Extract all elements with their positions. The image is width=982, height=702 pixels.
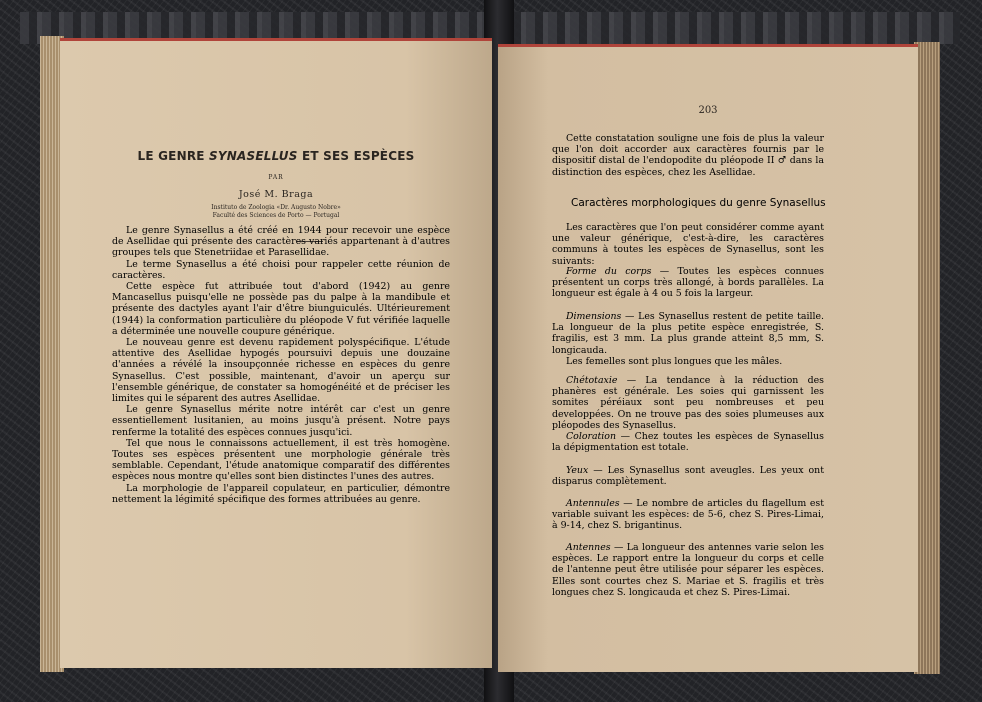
- trait-dimensions: [552, 311, 824, 367]
- paragraph: Cette espèce fut attribuée tout d'abord (1942) au genre Mancasellus puisqu'elle ne possède pas du palpe à la mandibule et présente des dactyles ayant l'air d'être biunguiculés. Ultérieurement (1944) la conformation particulière du pléopode V fut vérifiée laquelle a déterminée une nouvelle coupure générique.: [112, 281, 450, 337]
- trait-term: Forme du corps: [566, 266, 652, 277]
- paragraph: Le nouveau genre est devenu rapidement polyspécifique. L'étude attentive des Asellidae hypogés poursuivi depuis une douzaine d'années a révélé la insoupçonnée richesse en espèces du genre Synasellus. C'est possible, maintenant, d'avoir un aperçu sur l'ensemble générique, de constater sa homogénéité et de préciser les limites qui le séparent des autres Asellidae.: [112, 337, 450, 405]
- trait-chetotaxie: [552, 375, 824, 431]
- trait-yeux: [552, 465, 824, 487]
- page-number: 203: [698, 105, 718, 116]
- author-name: José M. Braga: [238, 189, 314, 200]
- by-line: PAR: [268, 174, 284, 181]
- trait-text: — Les Synasellus sont aveugles. Les yeux ont disparus complètement.: [552, 465, 824, 488]
- trait-coloration: [552, 431, 824, 453]
- trait-antennules: [552, 498, 824, 532]
- article-title: LE GENRE SYNASELLUS ET SES ESPÈCES: [137, 149, 415, 163]
- section-heading: Caractères morphologiques du genre Synasellus: [571, 197, 826, 209]
- trait-term: Antennules: [566, 498, 620, 509]
- trait-text: — Toutes les espèces connues présentent un corps très allongé, à bords parallèles. La longueur est égale à 4 ou 5 fois la largeur.: [552, 266, 824, 300]
- paragraph: Le terme Synasellus a été choisi pour rappeler cette réunion de caractères.: [112, 258, 450, 281]
- trait-term: Chétotaxie: [566, 375, 618, 386]
- trait-term: Antennes: [566, 542, 611, 553]
- paragraph: Le genre Synasellus a été créé en 1944 pour recevoir une espèce de Asellidae qui présente des caractères variés appartenant à d'autres groupes tels que Stenetriidae et Parasellidae.: [112, 225, 450, 259]
- left-body-text: [112, 225, 450, 505]
- intro-paragraph: Cette constatation souligne une fois de plus la valeur que l'on doit accorder aux caractères fournis par le dispositif distal de l'endopodite du pléopode II ♂ dans la distinction des espèces, chez les Asellidae.: [552, 133, 824, 178]
- trait-term: Yeux: [566, 465, 589, 476]
- trait-text: — La longueur des antennes varie selon les espèces. Le rapport entre la longueur du corps et celle de l'antenne peut être utilisée pour séparer les espèces. Elles sont courtes chez S. Mariae et S. fragilis et très longues chez S. longicauda et chez S. Pires-Limai.: [552, 542, 824, 598]
- trait-term: Dimensions: [566, 311, 622, 322]
- trait-text: — La tendance à la réduction des phanères est générale. Les soies qui garnissent les somites péréiaux sont peu nombreuses et peu developpées. On ne trouve pas des soies plumeuses aux pléopodes des Synasellus.: [552, 375, 824, 431]
- trait-term: Coloration: [566, 431, 616, 442]
- trait-text: — Le nombre de articles du flagellum est variable suivant les espèces: de 5-6, chez S. Pires-Limai, à 9-14, chez S. brigantinus.: [552, 498, 824, 532]
- institution-line-1: Instituto de Zoologia «Dr. Augusto Nobre»: [211, 204, 341, 211]
- trait-extra: Les femelles sont plus longues que les mâles.: [566, 355, 783, 367]
- lead-paragraph: Les caractères que l'on peut considérer comme ayant une valeur générique, c'est-à-dire, les caractères communs à toutes les espèces de Synasellus, sont les suivants:: [552, 222, 824, 267]
- paragraph: Le genre Synasellus mérite notre intérêt car c'est un genre essentiellement lusitanien, au moins jusqu'à présent. Notre pays renferme la totalité des espèces connues jusqu'ici.: [112, 404, 450, 438]
- institution-line-2: Faculté des Sciences de Porto — Portugal: [212, 212, 340, 219]
- trait-text: — Chez toutes les espèces de Synasellus la dépigmentation est totale.: [552, 431, 824, 454]
- trait-forme-du-corps: [552, 266, 824, 300]
- trait-text: — Les Synasellus restent de petite taille. La longueur de la plus petite espèce enregistrée, S. fragilis, est 3 mm. La plus grande atteint 8,5 mm, S. longicauda.: [552, 311, 824, 356]
- paragraph: La morphologie de l'appareil copulateur, en particulier, démontre nettement la légimité spécifique des formes attribuées au genre.: [112, 482, 450, 505]
- paragraph: Tel que nous le connaissons actuellement, il est très homogène. Toutes ses espèces présentent une morphologie générale très semblable. Cependant, l'étude anatomique comparatif des différentes espèces nous montre qu'elles sont bien distinctes l'unes des autres.: [112, 437, 450, 483]
- trait-antennes: [552, 542, 824, 598]
